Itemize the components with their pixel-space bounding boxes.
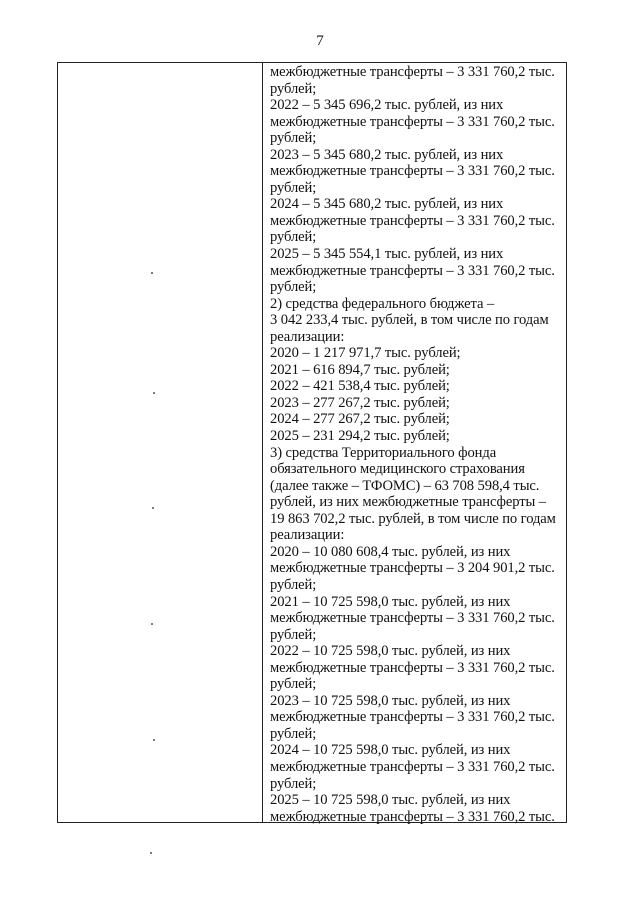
text-line: межбюджетные трансферты – 3 331 760,2 тыс.: [270, 808, 555, 825]
text-line: 2020 – 10 080 608,4 тыс. рублей, из них: [270, 543, 511, 560]
text-line: 19 863 702,2 тыс. рублей, в том числе по годам: [270, 510, 556, 527]
text-line: 3 042 233,4 тыс. рублей, в том числе по годам: [270, 312, 549, 329]
text-line: обязательного медицинского страхования: [270, 461, 525, 478]
text-line: реализации:: [270, 328, 345, 345]
page-number: 7: [316, 33, 324, 49]
text-line: рублей;: [270, 775, 317, 792]
text-line: рублей;: [270, 676, 317, 693]
scan-speck: [150, 852, 152, 854]
text-line: межбюджетные трансферты – 3 331 760,2 тыс.: [270, 163, 555, 180]
text-line: 2020 – 1 217 971,7 тыс. рублей;: [270, 345, 461, 362]
text-line: рублей;: [270, 229, 317, 246]
text-line: рублей;: [270, 179, 317, 196]
column-divider: [262, 63, 263, 822]
text-line: 2024 – 5 345 680,2 тыс. рублей, из них: [270, 196, 504, 213]
scan-speck: [153, 392, 155, 394]
text-line: межбюджетные трансферты – 3 331 760,2 тыс.: [270, 64, 555, 80]
text-line: 3) средства Территориального фонда: [270, 444, 497, 461]
text-line: 2024 – 277 267,2 тыс. рублей;: [270, 411, 450, 428]
text-line: реализации:: [270, 527, 345, 544]
text-line: 2025 – 5 345 554,1 тыс. рублей, из них: [270, 246, 504, 263]
right-cell-text: [270, 64, 566, 825]
text-line: межбюджетные трансферты – 3 331 760,2 тыс.: [270, 212, 555, 229]
text-line: межбюджетные трансферты – 3 331 760,2 тыс.: [270, 262, 555, 279]
text-line: 2023 – 5 345 680,2 тыс. рублей, из них: [270, 146, 504, 163]
text-line: 2) средства федерального бюджета –: [270, 295, 495, 312]
text-line: межбюджетные трансферты – 3 331 760,2 тыс.: [270, 758, 555, 775]
document-table: [57, 62, 567, 823]
text-line: рублей;: [270, 279, 317, 296]
text-line: рублей;: [270, 130, 317, 147]
text-line: (далее также – ТФОМС) – 63 708 598,4 тыс.: [270, 477, 540, 494]
scan-speck: [151, 623, 153, 625]
text-line: межбюджетные трансферты – 3 331 760,2 тыс.: [270, 659, 555, 676]
scan-speck: [152, 507, 154, 509]
text-line: 2022 – 10 725 598,0 тыс. рублей, из них: [270, 643, 511, 660]
text-line: межбюджетные трансферты – 3 331 760,2 тыс.: [270, 709, 555, 726]
text-line: 2025 – 231 294,2 тыс. рублей;: [270, 428, 450, 445]
text-line: межбюджетные трансферты – 3 331 760,2 тыс.: [270, 113, 555, 130]
text-line: 2021 – 10 725 598,0 тыс. рублей, из них: [270, 593, 511, 610]
text-line: 2022 – 5 345 696,2 тыс. рублей, из них: [270, 97, 504, 114]
scan-speck: [153, 739, 155, 741]
text-line: 2025 – 10 725 598,0 тыс. рублей, из них: [270, 792, 511, 809]
text-line: рублей;: [270, 725, 317, 742]
text-line: рублей;: [270, 626, 317, 643]
text-line: 2021 – 616 894,7 тыс. рублей;: [270, 361, 450, 378]
text-line: рублей;: [270, 80, 317, 97]
text-line: рублей;: [270, 576, 317, 593]
text-line: 2022 – 421 538,4 тыс. рублей;: [270, 378, 450, 395]
scan-speck: [151, 272, 153, 274]
text-line: межбюджетные трансферты – 3 204 901,2 тыс.: [270, 560, 555, 577]
text-line: межбюджетные трансферты – 3 331 760,2 тыс.: [270, 610, 555, 627]
text-line: рублей, из них межбюджетные трансферты –: [270, 494, 546, 511]
text-line: 2023 – 10 725 598,0 тыс. рублей, из них: [270, 692, 511, 709]
text-line: 2024 – 10 725 598,0 тыс. рублей, из них: [270, 742, 511, 759]
text-line: 2023 – 277 267,2 тыс. рублей;: [270, 394, 450, 411]
